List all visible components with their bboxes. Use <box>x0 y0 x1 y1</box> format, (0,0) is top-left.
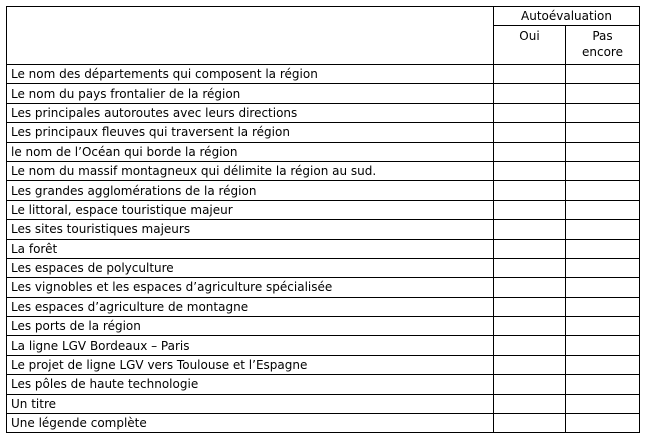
oui-label: Oui <box>519 29 540 43</box>
table-row <box>7 355 640 374</box>
item-label: Les sites touristiques majeurs <box>7 220 494 239</box>
header-empty-cell <box>7 7 494 65</box>
oui-cell[interactable] <box>494 317 566 336</box>
pas-encore-cell[interactable] <box>566 65 640 84</box>
table-row <box>7 220 640 239</box>
pas-encore-header <box>566 26 640 65</box>
pas-encore-cell[interactable] <box>566 103 640 122</box>
oui-cell[interactable] <box>494 103 566 122</box>
pas-encore-cell[interactable] <box>566 375 640 394</box>
header-row-1 <box>7 7 640 26</box>
item-label: Les espaces d’agriculture de montagne <box>7 297 494 316</box>
oui-cell[interactable] <box>494 375 566 394</box>
pas-encore-cell[interactable] <box>566 278 640 297</box>
pas-encore-cell[interactable] <box>566 317 640 336</box>
oui-cell[interactable] <box>494 258 566 277</box>
table-row <box>7 297 640 316</box>
pas-encore-cell[interactable] <box>566 123 640 142</box>
encore-label: encore <box>582 45 623 59</box>
oui-cell[interactable] <box>494 123 566 142</box>
pas-encore-cell[interactable] <box>566 142 640 161</box>
table-row <box>7 161 640 180</box>
oui-cell[interactable] <box>494 84 566 103</box>
table-row <box>7 336 640 355</box>
oui-cell[interactable] <box>494 142 566 161</box>
pas-encore-cell[interactable] <box>566 84 640 103</box>
item-label: Une légende complète <box>7 414 494 433</box>
item-label: Le nom du pays frontalier de la région <box>7 84 494 103</box>
table-row <box>7 65 640 84</box>
table-row <box>7 84 640 103</box>
pas-encore-cell[interactable] <box>566 258 640 277</box>
item-label: Un titre <box>7 394 494 413</box>
pas-encore-cell[interactable] <box>566 200 640 219</box>
item-label: La forêt <box>7 239 494 258</box>
oui-cell[interactable] <box>494 161 566 180</box>
pas-encore-cell[interactable] <box>566 220 640 239</box>
oui-cell[interactable] <box>494 65 566 84</box>
item-label: Le nom du massif montagneux qui délimite la région au sud. <box>7 161 494 180</box>
pas-encore-cell[interactable] <box>566 239 640 258</box>
pas-encore-cell[interactable] <box>566 297 640 316</box>
item-label: Les ports de la région <box>7 317 494 336</box>
table-row <box>7 103 640 122</box>
table-row <box>7 181 640 200</box>
table-row <box>7 200 640 219</box>
item-label: Les grandes agglomérations de la région <box>7 181 494 200</box>
autoevaluation-table <box>6 6 640 433</box>
oui-cell[interactable] <box>494 336 566 355</box>
pas-encore-cell[interactable] <box>566 414 640 433</box>
pas-label: Pas <box>592 29 613 43</box>
oui-cell[interactable] <box>494 200 566 219</box>
item-label: Les pôles de haute technologie <box>7 375 494 394</box>
table-row <box>7 142 640 161</box>
table-row <box>7 123 640 142</box>
item-label: Les vignobles et les espaces d’agriculture spécialisée <box>7 278 494 297</box>
oui-cell[interactable] <box>494 355 566 374</box>
pas-encore-cell[interactable] <box>566 394 640 413</box>
oui-cell[interactable] <box>494 181 566 200</box>
item-label: Le projet de ligne LGV vers Toulouse et l’Espagne <box>7 355 494 374</box>
item-label: le nom de l’Océan qui borde la région <box>7 142 494 161</box>
item-label: Les espaces de polyculture <box>7 258 494 277</box>
table-row <box>7 375 640 394</box>
item-label: Les principales autoroutes avec leurs directions <box>7 103 494 122</box>
pas-encore-cell[interactable] <box>566 181 640 200</box>
table-row <box>7 278 640 297</box>
autoevaluation-header: Autoévaluation <box>494 7 640 26</box>
oui-cell[interactable] <box>494 297 566 316</box>
oui-cell[interactable] <box>494 414 566 433</box>
oui-cell[interactable] <box>494 220 566 239</box>
item-label: La ligne LGV Bordeaux – Paris <box>7 336 494 355</box>
table-row <box>7 394 640 413</box>
table-row <box>7 239 640 258</box>
pas-encore-cell[interactable] <box>566 355 640 374</box>
item-label: Le littoral, espace touristique majeur <box>7 200 494 219</box>
item-label: Le nom des départements qui composent la région <box>7 65 494 84</box>
oui-header <box>494 26 566 65</box>
pas-encore-cell[interactable] <box>566 161 640 180</box>
oui-cell[interactable] <box>494 278 566 297</box>
pas-encore-cell[interactable] <box>566 336 640 355</box>
oui-cell[interactable] <box>494 239 566 258</box>
item-label: Les principaux fleuves qui traversent la région <box>7 123 494 142</box>
table-row <box>7 317 640 336</box>
table-row <box>7 258 640 277</box>
oui-cell[interactable] <box>494 394 566 413</box>
table-row <box>7 414 640 433</box>
